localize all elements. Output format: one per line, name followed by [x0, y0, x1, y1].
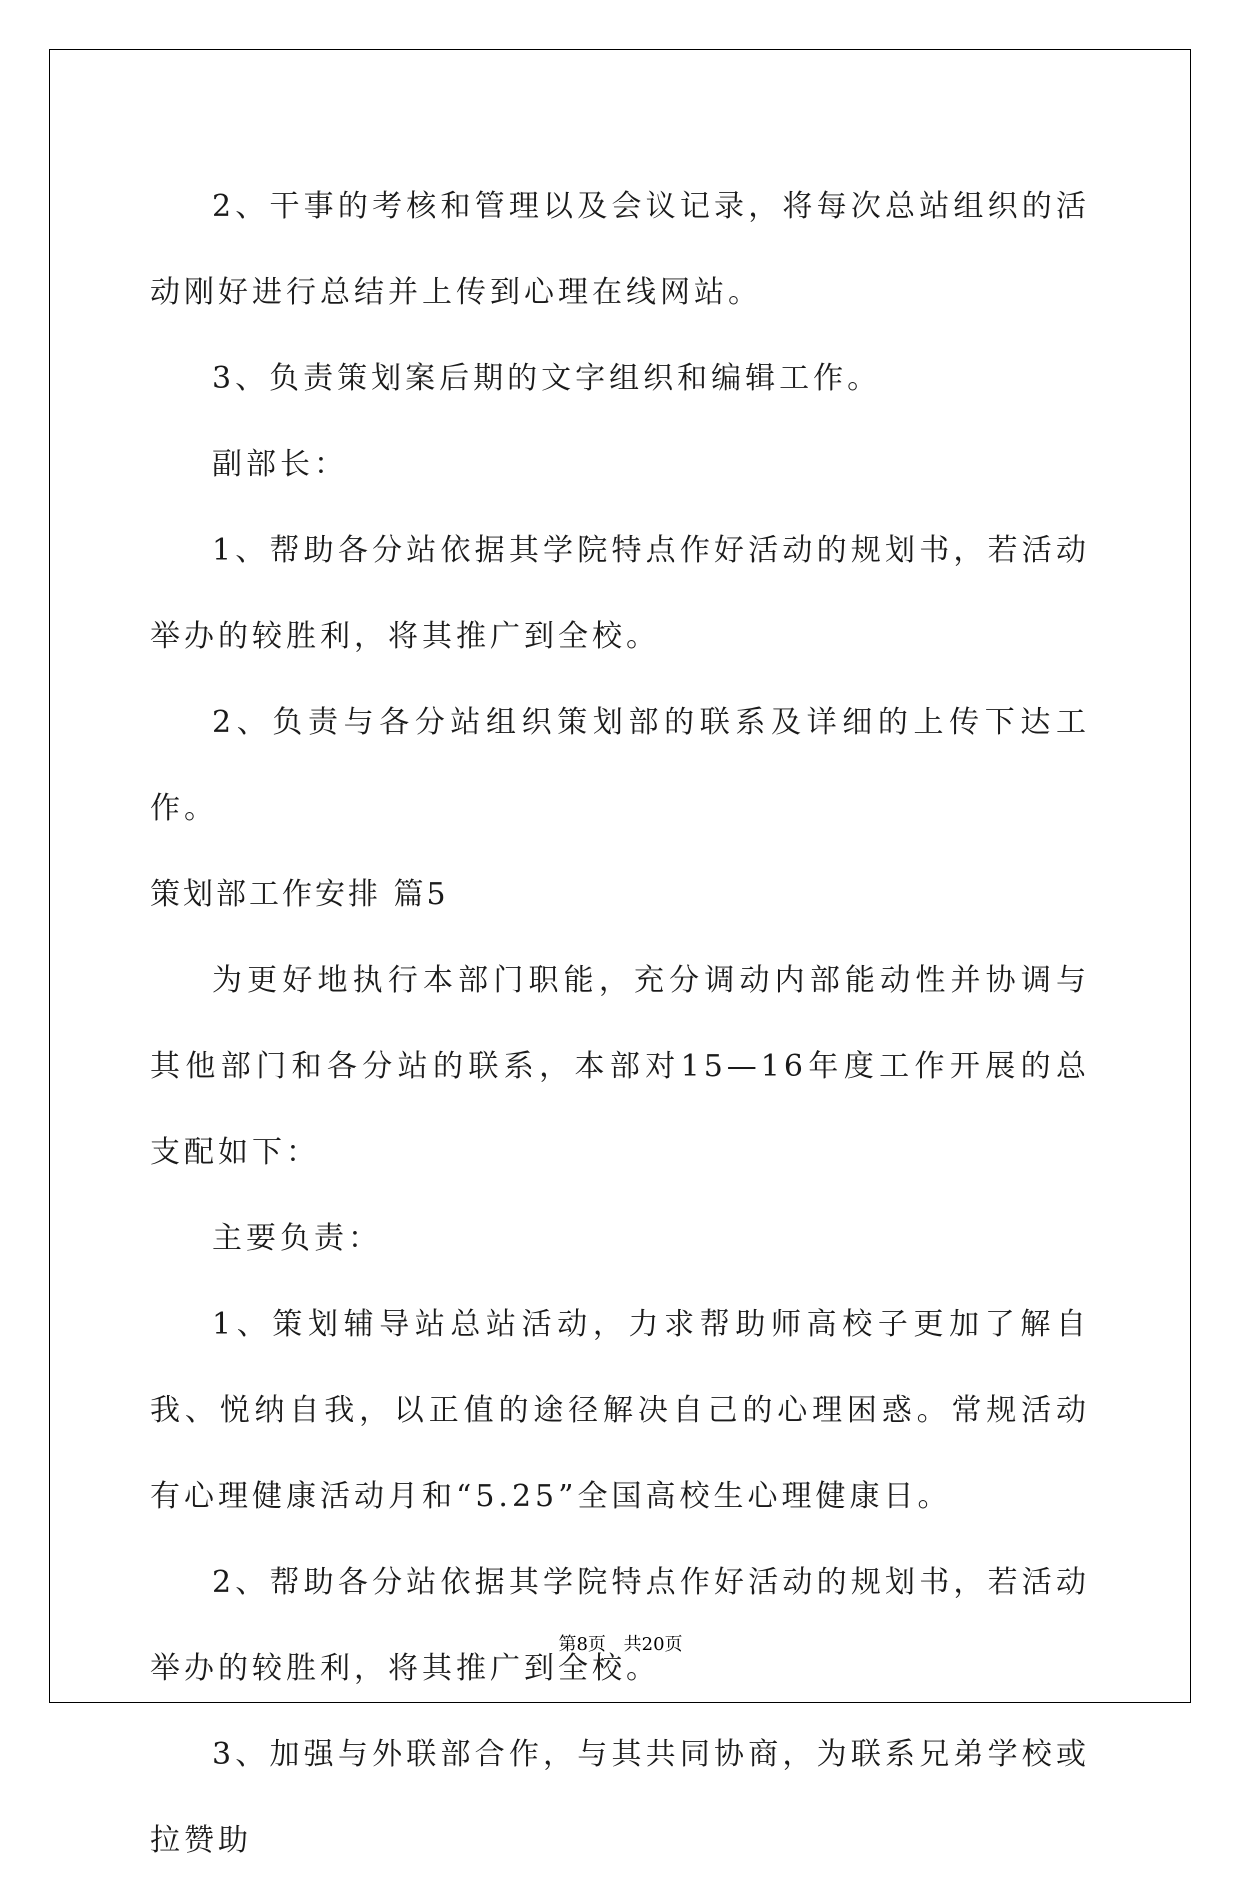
page-footer	[0, 1630, 1241, 1656]
paragraph: 3、加强与外联部合作，与其共同协商，为联系兄弟学校或拉赞助	[150, 1737, 1090, 1858]
paragraph: 2、帮助各分站依据其学院特点作好活动的规划书，若活动举办的较胜利，将其推广到全校。	[150, 1565, 1090, 1686]
paragraph: 副部长：	[212, 447, 348, 482]
page-number: 第8页	[558, 1634, 606, 1655]
paragraph: 2、负责与各分站组织策划部的联系及详细的上传下达工作。	[150, 705, 1090, 826]
page-total: 共20页	[623, 1634, 683, 1655]
document-body	[150, 164, 1090, 1884]
paragraph: 主要负责：	[212, 1221, 382, 1256]
paragraph: 1、策划辅导站总站活动，力求帮助师高校子更加了解自我、悦纳自我，以正值的途径解决自己的心理困惑。常规活动有心理健康活动月和“5.25”全国高校生心理健康日。	[150, 1307, 1090, 1514]
paragraph: 3、负责策划案后期的文字组织和编辑工作。	[212, 361, 882, 396]
paragraph: 1、帮助各分站依据其学院特点作好活动的规划书，若活动举办的较胜利，将其推广到全校。	[150, 533, 1090, 654]
paragraph: 2、干事的考核和管理以及会议记录，将每次总站组织的活动刚好进行总结并上传到心理在线网站。	[150, 189, 1090, 310]
paragraph: 为更好地执行本部门职能，充分调动内部能动性并协调与其他部门和各分站的联系，本部对15—16年度工作开展的总支配如下：	[150, 963, 1090, 1170]
section-heading: 策划部工作安排 篇5	[150, 877, 449, 912]
